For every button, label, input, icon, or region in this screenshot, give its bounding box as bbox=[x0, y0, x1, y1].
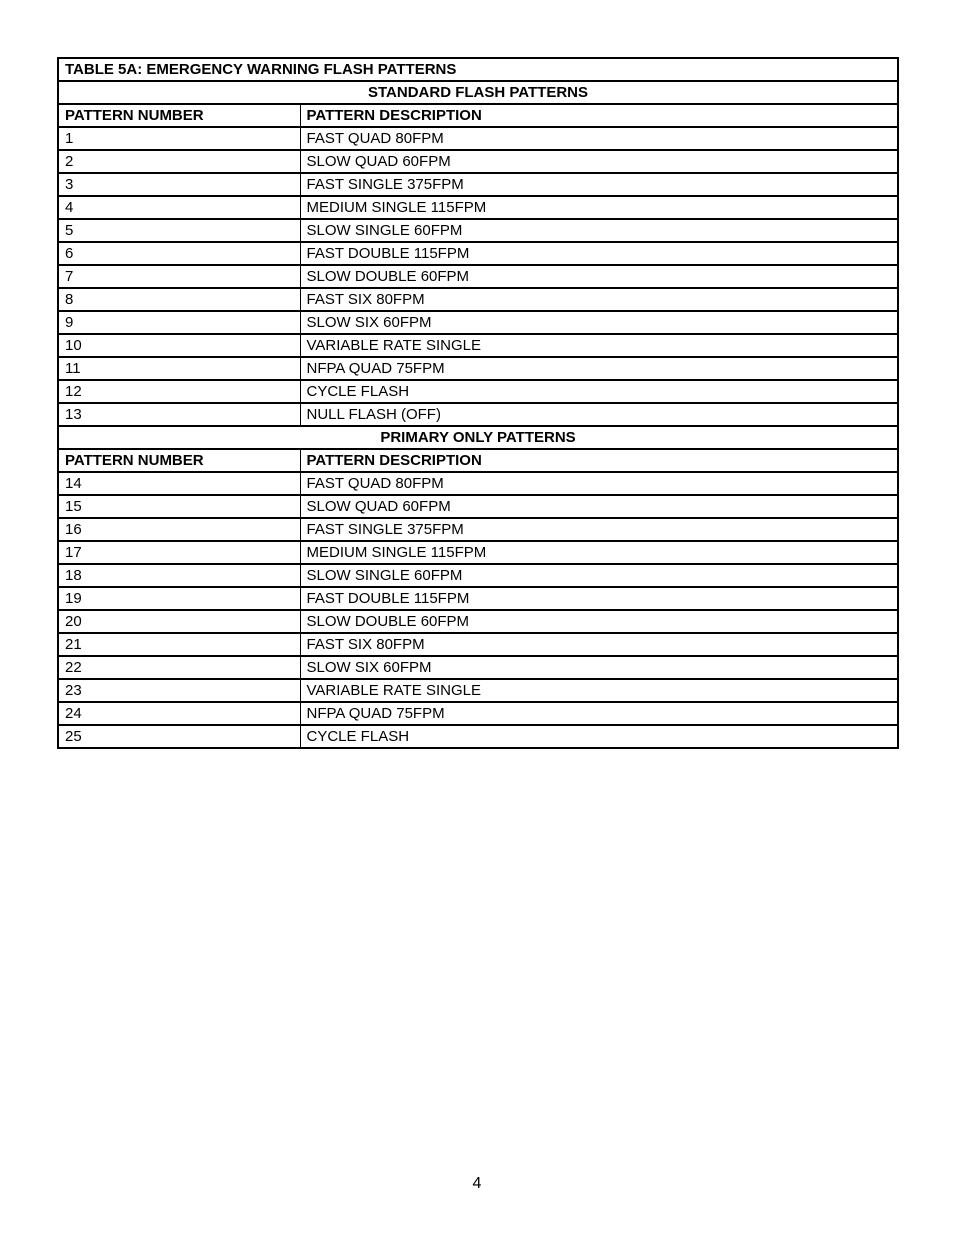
pattern-number-cell: 14 bbox=[58, 472, 300, 495]
pattern-description-cell: MEDIUM SINGLE 115FPM bbox=[300, 541, 898, 564]
pattern-number-cell: 21 bbox=[58, 633, 300, 656]
pattern-description-cell: MEDIUM SINGLE 115FPM bbox=[300, 196, 898, 219]
table-row bbox=[58, 702, 898, 725]
pattern-number-cell: 24 bbox=[58, 702, 300, 725]
pattern-description-cell: SLOW QUAD 60FPM bbox=[300, 495, 898, 518]
pattern-description-cell: SLOW SINGLE 60FPM bbox=[300, 219, 898, 242]
pattern-number-cell: 15 bbox=[58, 495, 300, 518]
table-row bbox=[58, 219, 898, 242]
section-heading: STANDARD FLASH PATTERNS bbox=[58, 81, 898, 104]
table-row bbox=[58, 127, 898, 150]
pattern-description-cell: NFPA QUAD 75FPM bbox=[300, 702, 898, 725]
pattern-description-cell: FAST SIX 80FPM bbox=[300, 288, 898, 311]
table-row bbox=[58, 357, 898, 380]
column-header-pattern-description: PATTERN DESCRIPTION bbox=[300, 449, 898, 472]
table-row bbox=[58, 564, 898, 587]
table-row bbox=[58, 311, 898, 334]
pattern-number-cell: 19 bbox=[58, 587, 300, 610]
table-row bbox=[58, 472, 898, 495]
pattern-description-cell: VARIABLE RATE SINGLE bbox=[300, 334, 898, 357]
table-row bbox=[58, 288, 898, 311]
pattern-description-cell: SLOW SIX 60FPM bbox=[300, 656, 898, 679]
table-row bbox=[58, 518, 898, 541]
pattern-number-cell: 10 bbox=[58, 334, 300, 357]
column-header-row bbox=[58, 104, 898, 127]
pattern-number-cell: 2 bbox=[58, 150, 300, 173]
pattern-description-cell: VARIABLE RATE SINGLE bbox=[300, 679, 898, 702]
pattern-number-cell: 16 bbox=[58, 518, 300, 541]
pattern-description-cell: SLOW DOUBLE 60FPM bbox=[300, 265, 898, 288]
pattern-description-cell: SLOW SINGLE 60FPM bbox=[300, 564, 898, 587]
pattern-description-cell: CYCLE FLASH bbox=[300, 380, 898, 403]
column-header-pattern-description: PATTERN DESCRIPTION bbox=[300, 104, 898, 127]
table-row bbox=[58, 265, 898, 288]
pattern-number-cell: 9 bbox=[58, 311, 300, 334]
pattern-description-cell: SLOW QUAD 60FPM bbox=[300, 150, 898, 173]
section-heading: PRIMARY ONLY PATTERNS bbox=[58, 426, 898, 449]
pattern-number-cell: 13 bbox=[58, 403, 300, 426]
table-row bbox=[58, 495, 898, 518]
table-row bbox=[58, 725, 898, 748]
table-row bbox=[58, 541, 898, 564]
section-heading-row bbox=[58, 426, 898, 449]
pattern-description-cell: FAST SINGLE 375FPM bbox=[300, 173, 898, 196]
page-number: 4 bbox=[472, 1175, 482, 1192]
table-row bbox=[58, 587, 898, 610]
pattern-description-cell: FAST QUAD 80FPM bbox=[300, 472, 898, 495]
table-row bbox=[58, 150, 898, 173]
pattern-number-cell: 5 bbox=[58, 219, 300, 242]
pattern-number-cell: 6 bbox=[58, 242, 300, 265]
pattern-number-cell: 17 bbox=[58, 541, 300, 564]
pattern-description-cell: SLOW DOUBLE 60FPM bbox=[300, 610, 898, 633]
table-row bbox=[58, 173, 898, 196]
pattern-number-cell: 23 bbox=[58, 679, 300, 702]
table-row bbox=[58, 403, 898, 426]
column-header-pattern-number: PATTERN NUMBER bbox=[58, 449, 300, 472]
table-row bbox=[58, 380, 898, 403]
pattern-number-cell: 11 bbox=[58, 357, 300, 380]
table-body bbox=[58, 58, 898, 748]
pattern-number-cell: 22 bbox=[58, 656, 300, 679]
pattern-description-cell: NULL FLASH (OFF) bbox=[300, 403, 898, 426]
pattern-number-cell: 1 bbox=[58, 127, 300, 150]
flash-patterns-table bbox=[57, 57, 899, 749]
table-row bbox=[58, 633, 898, 656]
table-title: TABLE 5A: EMERGENCY WARNING FLASH PATTERNS bbox=[58, 58, 898, 81]
pattern-number-cell: 12 bbox=[58, 380, 300, 403]
pattern-description-cell: FAST DOUBLE 115FPM bbox=[300, 242, 898, 265]
pattern-number-cell: 18 bbox=[58, 564, 300, 587]
table-row bbox=[58, 242, 898, 265]
section-heading-row bbox=[58, 81, 898, 104]
pattern-description-cell: FAST QUAD 80FPM bbox=[300, 127, 898, 150]
pattern-number-cell: 4 bbox=[58, 196, 300, 219]
pattern-description-cell: FAST SINGLE 375FPM bbox=[300, 518, 898, 541]
table-row bbox=[58, 196, 898, 219]
pattern-description-cell: NFPA QUAD 75FPM bbox=[300, 357, 898, 380]
table-title-row bbox=[58, 58, 898, 81]
table-row bbox=[58, 656, 898, 679]
pattern-number-cell: 20 bbox=[58, 610, 300, 633]
pattern-number-cell: 25 bbox=[58, 725, 300, 748]
table-row bbox=[58, 610, 898, 633]
table-row bbox=[58, 334, 898, 357]
pattern-description-cell: FAST DOUBLE 115FPM bbox=[300, 587, 898, 610]
pattern-number-cell: 3 bbox=[58, 173, 300, 196]
pattern-description-cell: CYCLE FLASH bbox=[300, 725, 898, 748]
pattern-description-cell: SLOW SIX 60FPM bbox=[300, 311, 898, 334]
column-header-pattern-number: PATTERN NUMBER bbox=[58, 104, 300, 127]
pattern-number-cell: 7 bbox=[58, 265, 300, 288]
pattern-number-cell: 8 bbox=[58, 288, 300, 311]
pattern-description-cell: FAST SIX 80FPM bbox=[300, 633, 898, 656]
column-header-row bbox=[58, 449, 898, 472]
table-row bbox=[58, 679, 898, 702]
